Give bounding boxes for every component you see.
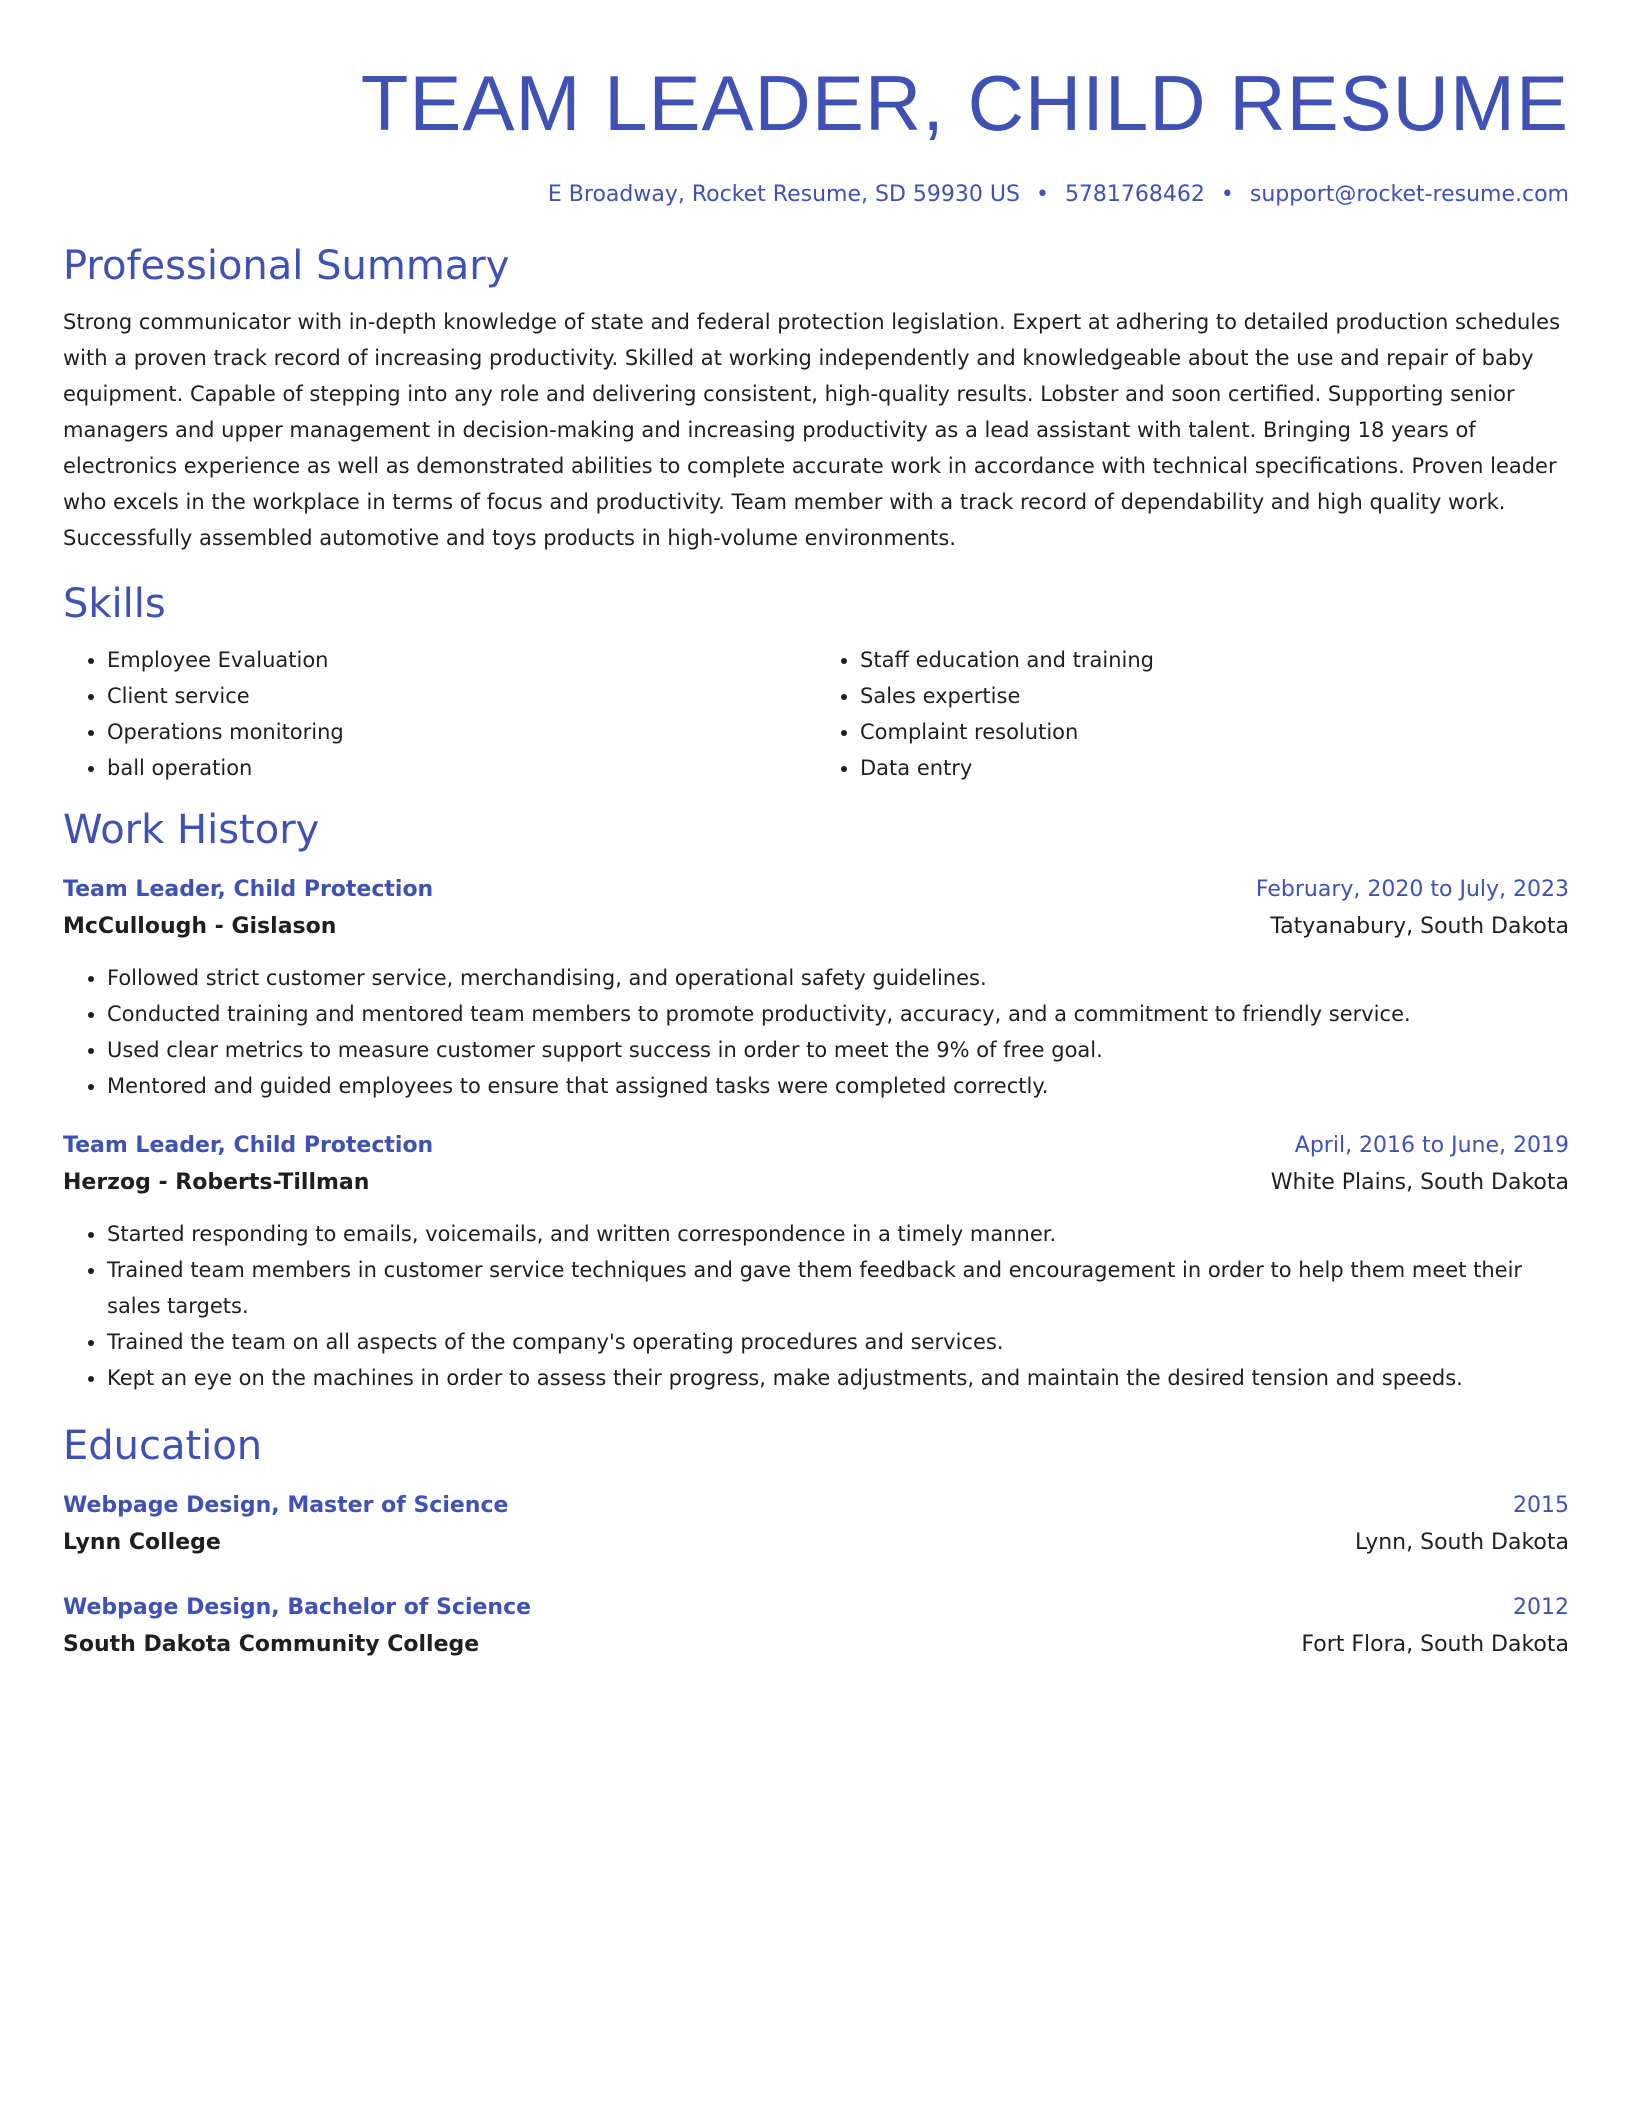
skill-item: • Sales expertise xyxy=(860,678,1569,714)
skills-column-left xyxy=(63,642,816,786)
contact-separator: • xyxy=(1220,182,1234,207)
contact-email: support@rocket-resume.com xyxy=(1249,182,1569,207)
education-year: 2015 xyxy=(1513,1493,1569,1518)
job-bullet: • Trained the team on all aspects of the company's operating procedures and services. xyxy=(107,1324,1569,1360)
job-header-row xyxy=(63,872,1569,908)
education-header-row xyxy=(63,1488,1569,1524)
summary-text: Strong communicator with in-depth knowledge of state and federal protection legislation. Expert at adhering to detailed production schedules with a proven track record of increasing productivity. Skilled at working independently and knowledgeable about the use and repair of baby equipment. Capable of stepping into any role and delivering consistent, high-quality results. Lobster and soon certified. Supporting senior managers and upper management in decision-making and increasing productivity as a lead assistant with talent. Bringing 18 years of electronics experience as well as demonstrated abilities to complete accurate work in accordance with technical specifications. Proven leader who excels in the workplace in terms of focus and productivity. Team member with a track record of dependability and high quality work. Successfully assembled automotive and toys products in high-volume environments. xyxy=(63,310,1561,550)
job-company-row xyxy=(63,908,1569,946)
job-entry xyxy=(63,1128,1569,1396)
job-bullet: • Kept an eye on the machines in order to assess their progress, make adjustments, and maintain the desired tension and speeds. xyxy=(107,1360,1569,1396)
section-title-summary: Professional Summary xyxy=(63,243,510,289)
skill-item: • Client service xyxy=(107,678,816,714)
job-dates: February, 2020 to July, 2023 xyxy=(1255,877,1569,902)
skills-column-right xyxy=(816,642,1569,786)
education-header-row xyxy=(63,1590,1569,1626)
job-company-row xyxy=(63,1164,1569,1202)
job-bullets xyxy=(63,960,1569,1104)
education-school: South Dakota Community College xyxy=(63,1632,480,1657)
skill-item: • Data entry xyxy=(860,750,1569,786)
job-bullet: • Mentored and guided employees to ensure that assigned tasks were completed correctly. xyxy=(107,1068,1569,1104)
contact-line xyxy=(63,180,1569,210)
section-title-skills: Skills xyxy=(63,581,166,627)
job-company: McCullough - Gislason xyxy=(63,914,337,939)
section-title-work-history: Work History xyxy=(63,807,320,853)
education-degree: Webpage Design, Master of Science xyxy=(63,1493,509,1518)
skill-item: • ball operation xyxy=(107,750,816,786)
job-location: Tatyanabury, South Dakota xyxy=(1270,914,1569,939)
education-school-row xyxy=(63,1524,1569,1562)
job-entry xyxy=(63,872,1569,1104)
contact-address: E Broadway, Rocket Resume, SD 59930 US xyxy=(547,182,1020,207)
section-title-education: Education xyxy=(63,1423,263,1469)
job-header-row xyxy=(63,1128,1569,1164)
job-location: White Plains, South Dakota xyxy=(1270,1170,1569,1195)
job-title: Team Leader, Child Protection xyxy=(63,877,434,902)
job-bullets xyxy=(63,1216,1569,1396)
skill-item: • Complaint resolution xyxy=(860,714,1569,750)
education-year: 2012 xyxy=(1513,1595,1569,1620)
job-bullet: • Trained team members in customer service techniques and gave them feedback and encouragement in order to help them meet their sales targets. xyxy=(107,1252,1569,1324)
job-dates: April, 2016 to June, 2019 xyxy=(1294,1133,1569,1158)
skill-item: • Staff education and training xyxy=(860,642,1569,678)
skills-list xyxy=(63,642,1569,786)
job-bullet: • Conducted training and mentored team members to promote productivity, accuracy, and a commitment to friendly service. xyxy=(107,996,1569,1032)
job-bullet: • Used clear metrics to measure customer support success in order to meet the 9% of free goal. xyxy=(107,1032,1569,1068)
job-bullet: • Followed strict customer service, merchandising, and operational safety guidelines. xyxy=(107,960,1569,996)
education-entry xyxy=(63,1488,1569,1562)
contact-phone: 5781768462 xyxy=(1064,182,1205,207)
education-school: Lynn College xyxy=(63,1530,221,1555)
skill-item: • Operations monitoring xyxy=(107,714,816,750)
job-title: Team Leader, Child Protection xyxy=(63,1133,434,1158)
education-entry xyxy=(63,1590,1569,1664)
education-school-row xyxy=(63,1626,1569,1664)
skill-item: • Employee Evaluation xyxy=(107,642,816,678)
job-bullet: • Started responding to emails, voicemails, and written correspondence in a timely manner. xyxy=(107,1216,1569,1252)
contact-separator: • xyxy=(1035,182,1049,207)
resume-name: TEAM LEADER, CHILD RESUME xyxy=(360,59,1569,147)
education-location: Lynn, South Dakota xyxy=(1354,1530,1569,1555)
education-location: Fort Flora, South Dakota xyxy=(1301,1632,1569,1657)
education-degree: Webpage Design, Bachelor of Science xyxy=(63,1595,532,1620)
job-company: Herzog - Roberts-Tillman xyxy=(63,1170,370,1195)
